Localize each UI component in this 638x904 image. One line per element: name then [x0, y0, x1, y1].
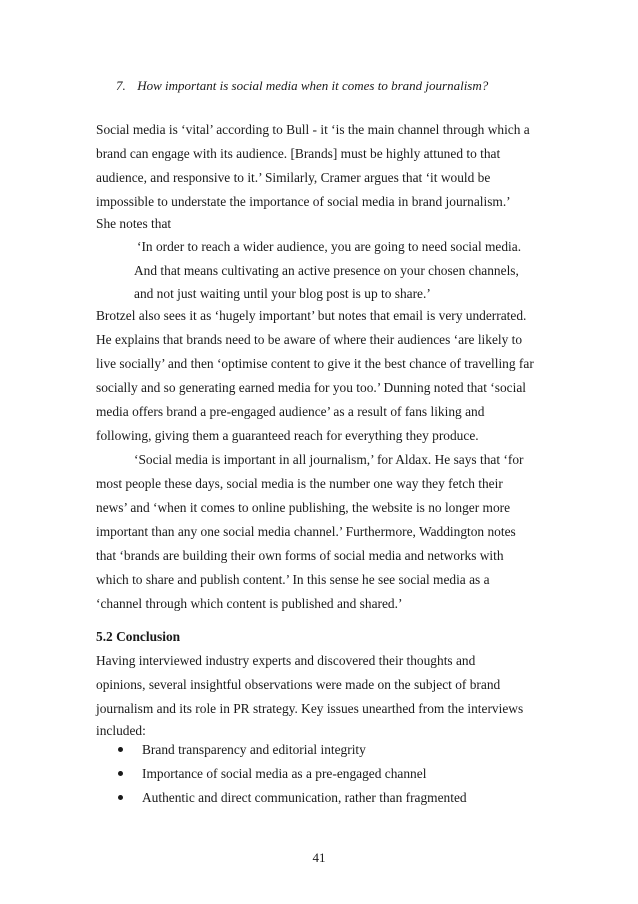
- paragraph-line: Having interviewed industry experts and discovered their thoughts and: [96, 653, 476, 668]
- interview-question: [116, 75, 488, 97]
- list-item-text: Authentic and direct communication, rather than fragmented: [142, 790, 467, 805]
- paragraph-line: following, giving them a guaranteed reach for everything they produce.: [96, 428, 479, 443]
- list-item: [96, 762, 467, 786]
- paragraph-line: included:: [96, 723, 146, 738]
- section-heading: 5.2 Conclusion: [96, 629, 181, 644]
- bullet-icon: [118, 747, 123, 752]
- paragraph-line: ‘Social media is important in all journalism,’ for Aldax. He says that ‘for: [134, 452, 524, 467]
- list-item-text: Importance of social media as a pre-engaged channel: [142, 766, 427, 781]
- paragraph-line: ‘channel through which content is published and shared.’: [96, 596, 403, 611]
- question-number: 7.: [116, 78, 126, 93]
- paragraph-line: live socially’ and then ‘optimise content to give it the best chance of travelling far: [96, 356, 534, 371]
- paragraph-line: He explains that brands need to be aware of where their audiences ‘are likely to: [96, 332, 523, 347]
- paragraph-line: Social media is ‘vital’ according to Bull - it ‘is the main channel through which a: [96, 122, 530, 137]
- paragraph-line: Brotzel also sees it as ‘hugely important’ but notes that email is very underrated.: [96, 308, 527, 323]
- paragraph-line: most people these days, social media is the number one way they fetch their: [96, 476, 503, 491]
- paragraph-line: socially and so generating earned media for you too.’ Dunning noted that ‘social: [96, 380, 526, 395]
- block-quote-line: and not just waiting until your blog post is up to share.’: [134, 286, 431, 301]
- bullet-icon: [118, 795, 123, 800]
- list-item: [96, 786, 467, 810]
- paragraph-line: that ‘brands are building their own forms of social media and networks with: [96, 548, 504, 563]
- bullet-icon: [118, 771, 123, 776]
- block-quote-line: ‘In order to reach a wider audience, you are going to need social media.: [137, 239, 522, 254]
- list-item: [96, 738, 467, 762]
- question-text: How important is social media when it comes to brand journalism?: [137, 78, 489, 93]
- paragraph-line: opinions, several insightful observations were made on the subject of brand: [96, 677, 501, 692]
- paragraph-line: media offers brand a pre-engaged audience’ as a result of fans liking and: [96, 404, 485, 419]
- key-issues-list: [96, 738, 467, 810]
- paragraph-line: journalism and its role in PR strategy. Key issues unearthed from the interviews: [96, 701, 524, 716]
- paragraph-line: news’ and ‘when it comes to online publishing, the website is no longer more: [96, 500, 511, 515]
- paragraph-line: She notes that: [96, 216, 172, 231]
- paragraph-line: important than any one social media channel.’ Furthermore, Waddington notes: [96, 524, 516, 539]
- paragraph-line: audience, and responsive to it.’ Similarly, Cramer argues that ‘it would be: [96, 170, 491, 185]
- paragraph-line: impossible to understate the importance of social media in brand journalism.’: [96, 194, 511, 209]
- page-number: 41: [312, 850, 326, 865]
- block-quote-line: And that means cultivating an active presence on your chosen channels,: [134, 263, 519, 278]
- list-item-text: Brand transparency and editorial integrity: [142, 742, 366, 757]
- paragraph-line: which to share and publish content.’ In this sense he see social media as a: [96, 572, 490, 587]
- paragraph-line: brand can engage with its audience. [Brands] must be highly attuned to that: [96, 146, 501, 161]
